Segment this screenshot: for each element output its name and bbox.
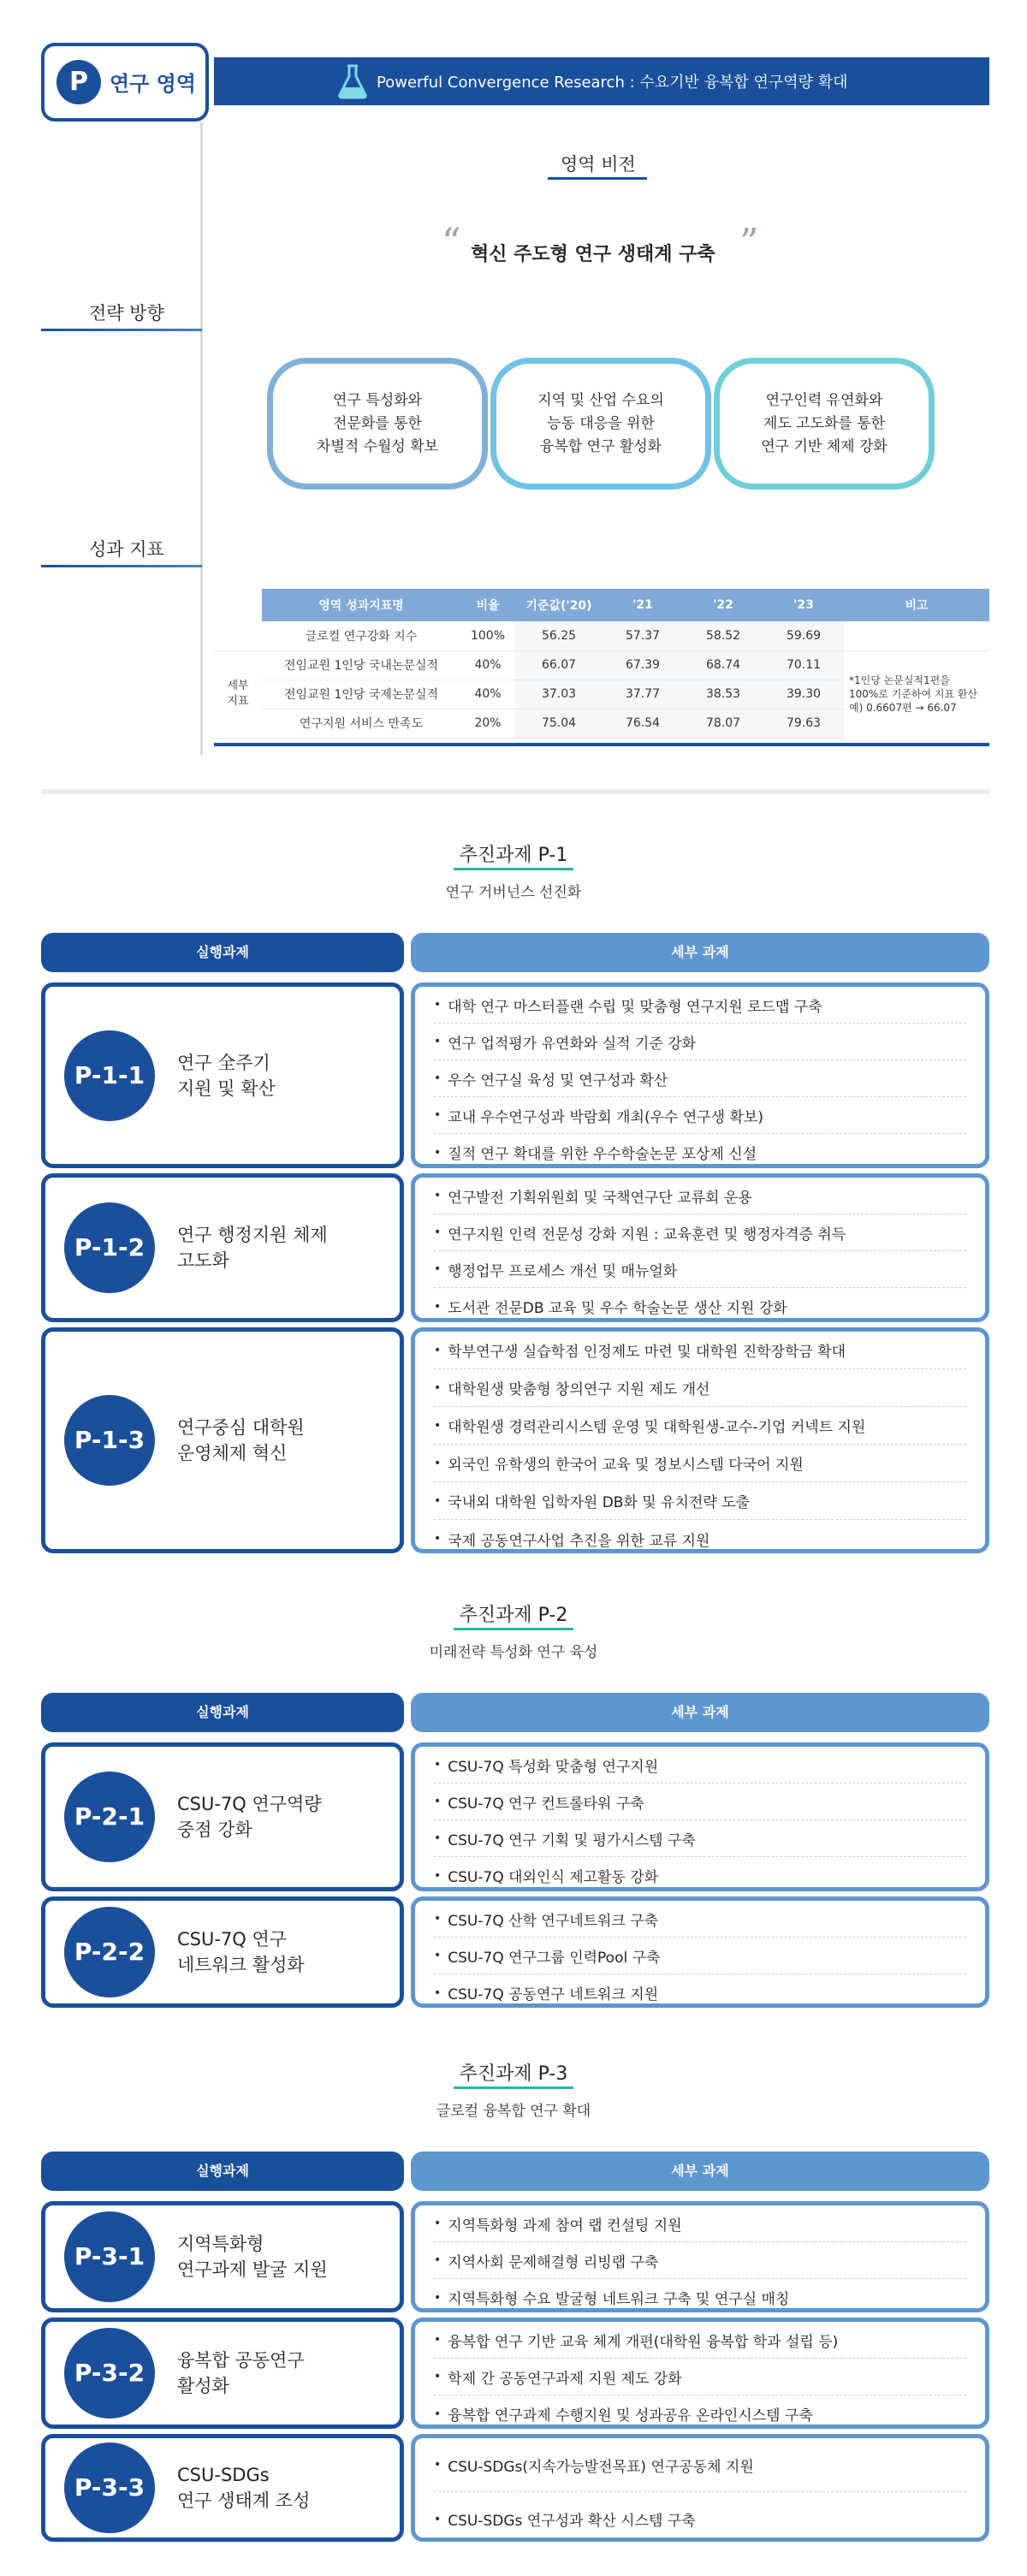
kpi-cell-base: 66.07 <box>515 650 603 680</box>
detail-text: 지역사회 문제해결형 리빙랩 구축 <box>448 2253 659 2271</box>
detail-text: 우수 연구실 육성 및 연구성과 확산 <box>448 1071 668 1089</box>
detail-text: 융복합 연구과제 수행지원 및 성과공유 온라인시스템 구축 <box>448 2407 813 2425</box>
task-subtitle: 글로컬 융복합 연구 확대 <box>436 2103 591 2120</box>
detail-text: CSU-7Q 연구그룹 인력Pool 구축 <box>448 1949 661 1967</box>
bullet-icon: • <box>434 1456 442 1470</box>
task-group-p-3-1 <box>41 2201 404 2312</box>
bullet-icon: • <box>434 1262 442 1276</box>
detail-item <box>434 1097 966 1134</box>
bullet-icon: • <box>434 998 442 1012</box>
task-code-badge: P-3-1 <box>64 2211 155 2302</box>
vision-text: 혁신 주도형 연구 생태계 구축 <box>471 244 715 265</box>
quote-open-icon: “ <box>442 221 461 264</box>
task-detail-box <box>411 1173 989 1322</box>
detail-item <box>434 1332 966 1369</box>
task-detail-box <box>411 1896 989 2008</box>
bullet-icon: • <box>434 1343 442 1357</box>
kpi-cell-name: 전임교원 1인당 국내논문실적 <box>262 650 460 680</box>
detail-item <box>434 1482 966 1520</box>
detail-item <box>434 1251 966 1288</box>
task-detail-box <box>411 2434 989 2542</box>
kpi-bottom-rule <box>214 743 989 746</box>
task-detail-box <box>411 2318 989 2429</box>
detail-text: 학제 간 공동연구과제 지원 제도 강화 <box>448 2370 682 2388</box>
detail-item <box>434 2242 966 2279</box>
task-title-underline <box>454 868 573 870</box>
strategy-card-1 <box>267 358 488 490</box>
task-subtitle: 미래전략 특성화 연구 육성 <box>429 1644 598 1661</box>
bullet-icon: • <box>434 1532 442 1546</box>
task-title-underline <box>454 2086 573 2089</box>
column-header-right: 세부 과제 <box>411 1693 989 1732</box>
detail-text: CSU-7Q 연구 컨트롤타워 구축 <box>448 1795 644 1813</box>
task-group-name: 융복합 공동연구 활성화 <box>177 2350 305 2396</box>
detail-text: 국제 공동연구사업 추진을 위한 교류 지원 <box>448 1532 710 1550</box>
strategy-text-3: 연구인력 유연화와 제도 고도화를 통한 연구 기반 체제 강화 <box>761 391 887 455</box>
strategy-text-1: 연구 특성화와 전문화를 통한 차별적 수월성 확보 <box>316 391 439 455</box>
task-detail-box <box>411 1742 989 1891</box>
kpi-cell-y21: 67.39 <box>603 650 683 680</box>
bullet-icon: • <box>434 1418 442 1433</box>
detail-text: 학부연구생 실습학점 인정제도 마련 및 대학원 진학장학금 확대 <box>448 1344 846 1361</box>
bullet-icon: • <box>434 2407 442 2421</box>
task-code-badge: P-1-3 <box>64 1395 155 1486</box>
kpi-header-name: 영역 성과지표명 <box>262 589 460 621</box>
task-code-badge: P-1-1 <box>64 1030 155 1121</box>
detail-item <box>434 2205 966 2242</box>
kpi-cell-y21: 57.37 <box>603 621 683 650</box>
task-group-p-1-1 <box>41 982 404 1168</box>
bullet-icon: • <box>434 1226 442 1239</box>
kpi-header-base: 기준값('20) <box>515 589 603 621</box>
detail-text: 대학 연구 마스터플랜 수립 및 맞춤형 연구지원 로드맵 구축 <box>448 998 822 1016</box>
bullet-icon: • <box>434 2290 442 2305</box>
kpi-cell-y21: 37.77 <box>603 680 683 709</box>
kpi-cell-base: 37.03 <box>515 680 603 709</box>
bullet-icon: • <box>434 1108 442 1122</box>
kpi-header-blank <box>214 589 262 621</box>
kpi-cell-y23: 79.63 <box>763 709 844 738</box>
bullet-icon: • <box>434 1380 442 1395</box>
kpi-header-y22: '22 <box>683 589 763 621</box>
detail-item <box>434 2279 966 2316</box>
task-title: 추진과제 P-2 <box>459 1605 568 1626</box>
column-header-right: 세부 과제 <box>411 933 989 972</box>
task-group-p-2-1 <box>41 1742 404 1891</box>
kpi-header-y23: '23 <box>763 589 844 621</box>
task-title: 추진과제 P-1 <box>459 845 568 866</box>
bullet-icon: • <box>434 1189 442 1202</box>
detail-text: CSU-7Q 공동연구 네트워크 지원 <box>448 1986 659 2003</box>
detail-text: 연구발전 기획위원회 및 국책연구단 교류회 운용 <box>448 1189 752 1207</box>
detail-item <box>434 1369 966 1407</box>
bullet-icon: • <box>434 1493 442 1508</box>
kpi-cell-base: 56.25 <box>515 621 603 650</box>
task-group-p-1-2 <box>41 1173 404 1322</box>
kpi-cell-y21: 76.54 <box>603 709 683 738</box>
kpi-row <box>214 650 989 680</box>
detail-item <box>434 987 966 1024</box>
bullet-icon: • <box>434 1299 442 1314</box>
bullet-icon: • <box>434 1145 442 1160</box>
detail-item <box>434 1060 966 1097</box>
column-header-right: 세부 과제 <box>411 2152 989 2191</box>
kpi-cell-blank <box>214 621 262 650</box>
task-group-name: 연구중심 대학원 운영체제 혁신 <box>177 1417 305 1463</box>
task-code-badge: P-3-3 <box>64 2442 155 2533</box>
detail-text: CSU-SDGs(지속가능발전목표) 연구공동체 지원 <box>448 2458 754 2476</box>
strategy-text-2: 지역 및 산업 수요의 능동 대응을 위한 융복합 연구 활성화 <box>537 391 664 455</box>
kpi-cell-y22: 78.07 <box>683 709 763 738</box>
vision-underline <box>548 177 647 180</box>
kpi-note: *1인당 논문실적1편을 100%로 기준하여 지표 환산 예) 0.6607편 → 66.07 <box>844 650 989 738</box>
detail-item <box>434 2395 966 2432</box>
detail-item <box>434 1024 966 1060</box>
column-header-left: 실행과제 <box>41 2152 404 2191</box>
detail-item <box>434 2492 966 2546</box>
kpi-header-note: 비고 <box>844 589 989 621</box>
task-title-underline <box>454 1628 573 1630</box>
task-group-p-3-2 <box>41 2318 404 2429</box>
detail-text: 도서관 전문DB 교육 및 우수 학술논문 생산 지원 강화 <box>448 1300 787 1317</box>
task-code-badge: P-1-2 <box>64 1202 155 1293</box>
detail-item <box>434 1857 966 1894</box>
detail-item <box>434 1288 966 1325</box>
detail-item <box>434 1974 966 2011</box>
bullet-icon: • <box>434 2458 442 2472</box>
kpi-cell-note-blank <box>844 621 989 650</box>
bullet-icon: • <box>434 2253 442 2267</box>
detail-item <box>434 1901 966 1938</box>
kpi-table <box>214 589 989 739</box>
strategy-underline <box>41 329 202 331</box>
detail-text: CSU-7Q 산학 연구네트워크 구축 <box>448 1912 659 1930</box>
bullet-icon: • <box>434 2333 442 2347</box>
detail-text: CSU-7Q 특성화 맞춤형 연구지원 <box>448 1758 659 1776</box>
task-detail-box <box>411 1327 989 1553</box>
detail-text: 교내 우수연구성과 박람회 개최(우수 연구생 확보) <box>448 1108 763 1126</box>
task-group-p-1-3 <box>41 1327 404 1553</box>
area-label: 연구 영역 <box>110 72 197 96</box>
kpi-header-row <box>214 589 989 621</box>
task-code-badge: P-3-2 <box>64 2328 155 2419</box>
detail-text: 연구 업적평가 유연화와 실적 기준 강화 <box>448 1035 697 1053</box>
bullet-icon: • <box>434 1985 442 2000</box>
kpi-underline <box>41 565 202 567</box>
bullet-icon: • <box>434 1795 442 1808</box>
bullet-icon: • <box>434 2370 442 2383</box>
flask-icon <box>335 63 370 99</box>
detail-text: CSU-SDGs 연구성과 확산 시스템 구축 <box>448 2513 696 2530</box>
task-title: 추진과제 P-3 <box>459 2063 568 2085</box>
bullet-icon: • <box>434 1949 442 1962</box>
bullet-icon: • <box>434 2512 442 2526</box>
kpi-cell-base: 75.04 <box>515 709 603 738</box>
vision-title: 영역 비전 <box>561 154 636 175</box>
kpi-cell-ratio: 100% <box>460 621 515 650</box>
kpi-cell-name: 전임교원 1인당 국제논문실적 <box>262 680 460 709</box>
task-group-name: CSU-7Q 연구 네트워크 활성화 <box>177 1929 305 1975</box>
bullet-icon: • <box>434 1035 442 1048</box>
detail-text: 지역특화형 과제 참여 랩 컨설팅 지원 <box>448 2217 682 2235</box>
strategy-card-3 <box>714 358 935 490</box>
detail-item <box>434 2438 966 2492</box>
strategy-card-2 <box>490 358 711 490</box>
bullet-icon: • <box>434 2217 442 2230</box>
detail-item <box>434 1178 966 1214</box>
kpi-cell-ratio: 40% <box>460 680 515 709</box>
kpi-row <box>214 621 989 650</box>
detail-item <box>434 1820 966 1857</box>
task-group-name: 연구 행정지원 체제 고도화 <box>177 1225 328 1271</box>
detail-text: 국내외 대학원 입학자원 DB화 및 유치전략 도출 <box>448 1494 751 1511</box>
strategy-label: 전략 방향 <box>89 303 164 323</box>
kpi-cell-y23: 59.69 <box>763 621 844 650</box>
task-group-p-2-2 <box>41 1896 404 2008</box>
kpi-cell-y22: 38.53 <box>683 680 763 709</box>
column-header-left: 실행과제 <box>41 1693 404 1732</box>
task-code-badge: P-2-2 <box>64 1907 155 1997</box>
banner-text: Powerful Convergence Research : 수요기반 융복합 연구역량 확대 <box>377 74 848 92</box>
detail-text: 외국인 유학생의 한국어 교육 및 정보시스템 다국어 지원 <box>448 1457 804 1474</box>
task-group-name: CSU-SDGs 연구 생태계 조성 <box>177 2465 311 2511</box>
detail-text: 대학원생 맞춤형 창의연구 지원 제도 개선 <box>448 1381 710 1398</box>
detail-text: 연구지원 인력 전문성 강화 지원 : 교육훈련 및 행정자격증 취득 <box>448 1226 846 1243</box>
kpi-cell-ratio: 20% <box>460 709 515 738</box>
detail-item <box>434 1747 966 1784</box>
bullet-icon: • <box>434 1758 442 1772</box>
detail-text: 지역특화형 수요 발굴형 네트워크 구축 및 연구실 매칭 <box>448 2291 790 2308</box>
detail-item <box>434 2359 966 2395</box>
detail-text: CSU-7Q 대외인식 제고활동 강화 <box>448 1869 659 1886</box>
detail-text: 융복합 연구 기반 교육 체계 개편(대학원 융복합 학과 설립 등) <box>448 2333 839 2351</box>
task-group-p-3-3 <box>41 2434 404 2542</box>
detail-item <box>434 1938 966 1974</box>
task-group-name: CSU-7Q 연구역량 중점 강화 <box>177 1794 322 1840</box>
kpi-cell-y23: 70.11 <box>763 650 844 680</box>
detail-text: 질적 연구 확대를 위한 우수학술논문 포상제 신설 <box>448 1146 757 1163</box>
detail-item <box>434 1520 966 1558</box>
area-badge: P <box>56 60 101 104</box>
section-divider <box>41 789 989 794</box>
section-rail <box>200 122 203 755</box>
detail-text: 행정업무 프로세스 개선 및 매뉴얼화 <box>448 1262 678 1280</box>
task-group-name: 지역특화형 연구과제 발굴 지원 <box>177 2234 328 2280</box>
detail-item <box>434 1407 966 1445</box>
kpi-cell-name: 글로컬 연구강화 지수 <box>262 621 460 650</box>
column-header-left: 실행과제 <box>41 933 404 972</box>
bullet-icon: • <box>434 1071 442 1085</box>
quote-close-icon: ” <box>739 221 759 264</box>
task-code-badge: P-2-1 <box>64 1772 155 1862</box>
bullet-icon: • <box>434 1912 442 1926</box>
detail-text: CSU-7Q 연구 기획 및 평가시스템 구축 <box>448 1831 696 1849</box>
kpi-cell-y23: 39.30 <box>763 680 844 709</box>
kpi-header-ratio: 비율 <box>460 589 515 621</box>
detail-item <box>434 1784 966 1820</box>
detail-text: 대학원생 경력관리시스템 운영 및 대학원생-교수-기업 커넥트 지원 <box>448 1419 866 1436</box>
task-subtitle: 연구 거버넌스 선진화 <box>445 884 582 901</box>
bullet-icon: • <box>434 1868 442 1883</box>
kpi-row-group-label: 세부 지표 <box>214 650 262 738</box>
task-detail-box <box>411 2201 989 2312</box>
task-group-name: 연구 全주기 지원 및 확산 <box>177 1052 276 1099</box>
bullet-icon: • <box>434 1831 442 1845</box>
kpi-cell-y22: 68.74 <box>683 650 763 680</box>
kpi-cell-ratio: 40% <box>460 650 515 680</box>
kpi-cell-name: 연구지원 서비스 만족도 <box>262 709 460 738</box>
detail-item <box>434 1134 966 1171</box>
kpi-cell-y22: 58.52 <box>683 621 763 650</box>
task-detail-box <box>411 982 989 1168</box>
detail-item <box>434 2322 966 2359</box>
kpi-header-y21: '21 <box>603 589 683 621</box>
kpi-label: 성과 지표 <box>89 539 164 560</box>
detail-item <box>434 1214 966 1251</box>
detail-item <box>434 1445 966 1482</box>
